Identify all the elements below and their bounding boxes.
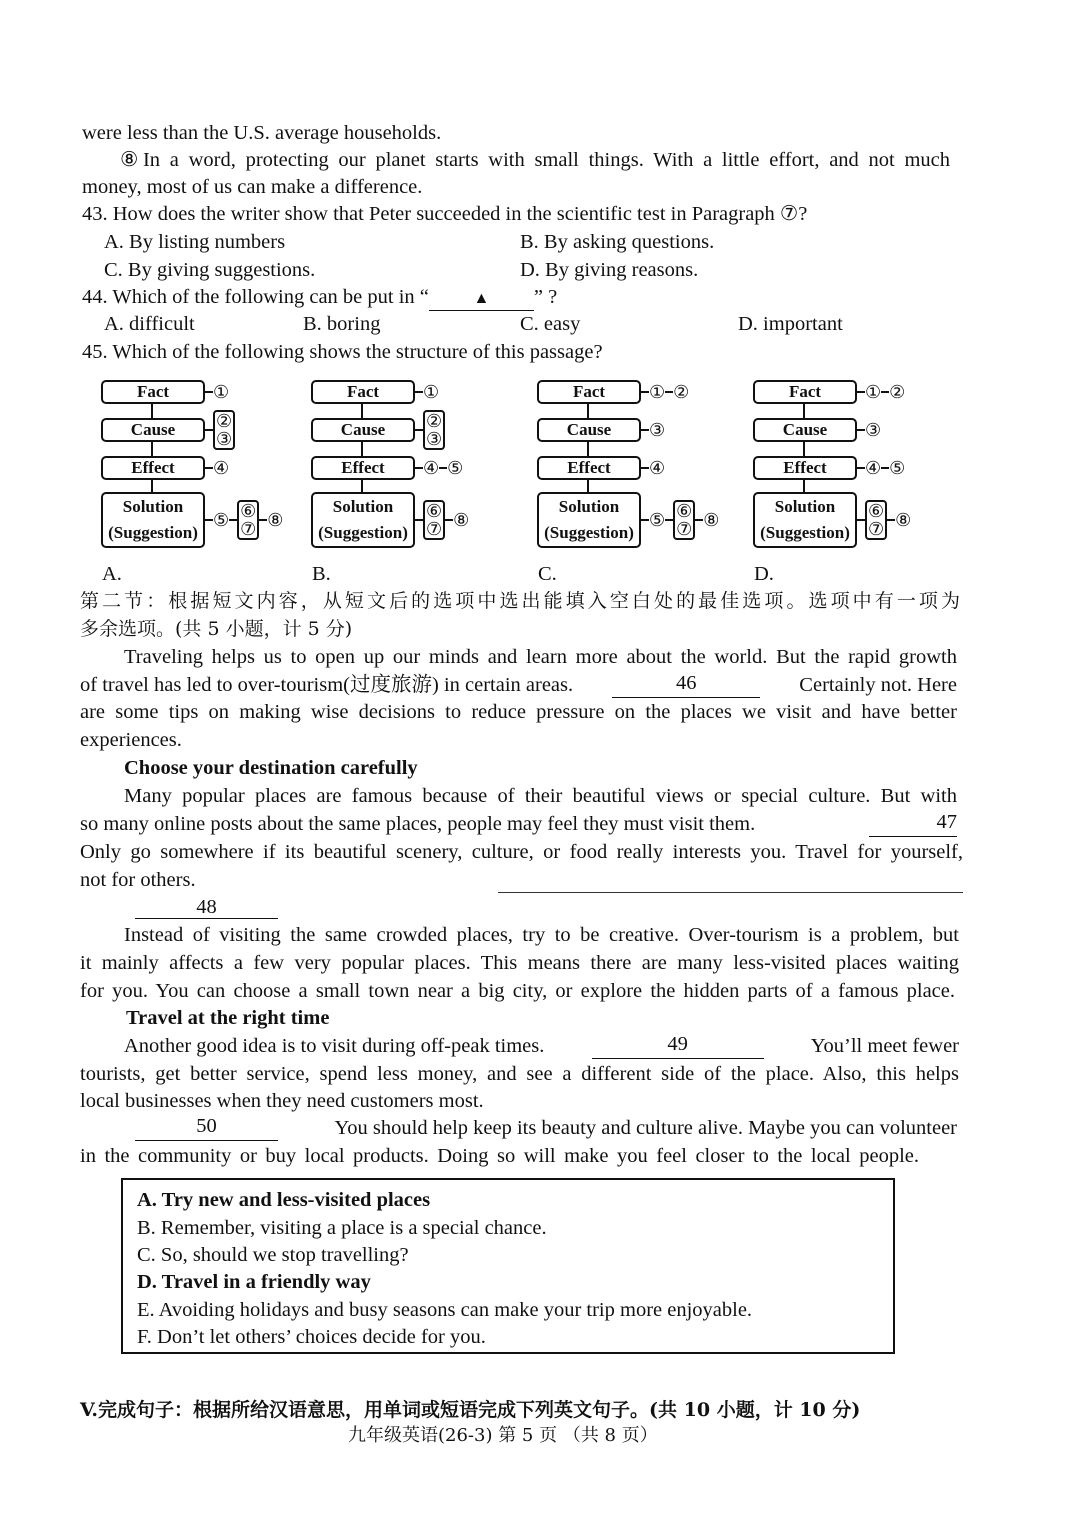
connector-line <box>857 519 865 521</box>
heading: Choose your destination carefully <box>124 757 418 779</box>
paragraph-number: ② <box>216 411 233 431</box>
passage-line: not for others. <box>80 869 196 891</box>
fact-paragraphs <box>641 380 689 404</box>
section-5-title: V.完成句子：根据所给汉语意思，用单词或短语完成下列英文句子。(共 10 小题，计 10 分) <box>80 1399 861 1421</box>
diagram-option-label: D. <box>754 563 774 585</box>
passage-line: Many popular places are famous because of their beautiful views or special culture. But with <box>124 785 957 807</box>
paragraph-number: ④ <box>865 457 882 478</box>
fact-paragraphs <box>857 380 905 404</box>
instructions: 多余选项。(共 5 小题，计 5 分) <box>80 618 353 640</box>
text: Certainly not. Here <box>799 674 957 696</box>
passage-line <box>135 1115 957 1141</box>
passage-line: Instead of visiting the same crowded places, try to be creative. Over-tourism is a problem, but <box>124 924 959 946</box>
arrow-down-icon <box>151 404 153 418</box>
paragraph-number: ⑥ <box>240 501 257 521</box>
fact-box: Fact <box>537 380 641 404</box>
solution-box <box>537 492 641 548</box>
solution-box <box>311 492 415 548</box>
paragraph-number: ⑤ <box>447 457 464 478</box>
box-label: (Suggestion) <box>544 523 634 542</box>
text: You should help keep its beauty and culture alive. Maybe you can volunteer <box>334 1117 957 1139</box>
connector-line <box>665 519 673 521</box>
connector-line <box>259 519 267 521</box>
fact-paragraphs <box>415 380 439 404</box>
question-stem <box>82 284 557 311</box>
question-stem: 45. Which of the following shows the structure of this passage? <box>82 341 603 363</box>
diagram-option-a <box>101 380 301 555</box>
passage-line: Traveling helps us to open up our minds and learn more about the world. But the rapid growth <box>124 646 957 668</box>
passage-line: were less than the U.S. average households. <box>82 122 442 144</box>
passage-line <box>124 1033 959 1059</box>
paragraph-number: ③ <box>865 419 882 440</box>
blank-46[interactable]: 46 <box>612 672 760 698</box>
paragraph-number: ⑧ <box>895 509 912 530</box>
cause-box: Cause <box>537 418 641 442</box>
solution-paragraphs <box>641 492 719 548</box>
diagram-option-d <box>753 380 953 555</box>
paragraph-number: ④ <box>213 457 230 478</box>
option-b: B. By asking questions. <box>520 231 715 253</box>
paragraph-number: ② <box>426 411 443 431</box>
option-b: B. boring <box>303 313 381 335</box>
page-footer: 九年级英语(26-3) 第 5 页 （共 8 页） <box>348 1425 658 1446</box>
arrow-down-icon <box>361 404 363 418</box>
connector-line <box>641 467 649 469</box>
paragraph-number: ① <box>649 381 666 402</box>
paragraph-number: ③ <box>649 419 666 440</box>
paragraph-group <box>673 500 695 540</box>
connector-line <box>881 467 889 469</box>
heading: Travel at the right time <box>126 1007 330 1029</box>
passage-line: Only go somewhere if its beautiful scenery, culture, or food really interests you. Travel for yourself, <box>80 841 963 863</box>
fact-box: Fact <box>101 380 205 404</box>
connector-line <box>857 391 865 393</box>
passage-line: experiences. <box>80 729 182 751</box>
effect-box: Effect <box>753 456 857 480</box>
diagram-option-c <box>537 380 737 555</box>
passage-line: are some tips on making wise decisions to reduce pressure on the places we visit and have better <box>80 701 957 723</box>
solution-paragraphs <box>857 492 911 548</box>
choice-f: F. Don’t let others’ choices decide for you. <box>137 1326 486 1348</box>
paragraph-number: ⑦ <box>868 519 885 539</box>
passage-line: tourists, get better service, spend less money, and see a different side of the place. Also, this helps <box>80 1063 959 1085</box>
diagram-option-label: A. <box>102 563 122 585</box>
effect-paragraphs <box>205 456 229 480</box>
effect-paragraphs <box>857 456 905 480</box>
solution-box <box>101 492 205 548</box>
arrow-down-icon <box>587 404 589 418</box>
passage-line <box>135 894 278 920</box>
connector-line <box>205 519 213 521</box>
stem-text: ” ? <box>533 286 558 308</box>
paragraph-number: ④ <box>423 457 440 478</box>
instructions: 第二节：根据短文内容，从短文后的选项中选出能填入空白处的最佳选项。选项中有一项为 <box>80 590 960 612</box>
paragraph-number: ⑤ <box>889 457 906 478</box>
arrow-down-icon <box>361 442 363 456</box>
stem-text: 44. Which of the following can be put in “ <box>82 286 429 308</box>
text: of travel has led to over-tourism(过度旅游) in certain areas. <box>80 674 574 696</box>
paragraph-number: ③ <box>216 429 233 449</box>
arrow-down-icon <box>361 480 363 492</box>
arrow-down-icon <box>587 480 589 492</box>
connector-line <box>857 467 865 469</box>
cause-paragraphs <box>857 418 881 442</box>
diagram-option-label: C. <box>538 563 557 585</box>
cause-paragraphs <box>641 418 665 442</box>
paragraph-number: ① <box>423 381 440 402</box>
paragraph-number: ⑤ <box>213 509 230 530</box>
connector-line <box>205 467 213 469</box>
cause-box: Cause <box>101 418 205 442</box>
connector-line <box>439 467 447 469</box>
blank-47[interactable]: 47 <box>869 811 957 837</box>
solution-box <box>753 492 857 548</box>
box-label: Solution <box>774 497 836 516</box>
connector-line <box>641 519 649 521</box>
choice-b: B. Remember, visiting a place is a special chance. <box>137 1217 547 1239</box>
connector-line <box>205 429 213 431</box>
paragraph-number: ⑥ <box>426 501 443 521</box>
blank-48[interactable]: 48 <box>135 896 278 919</box>
paragraph-number: ⑧ <box>267 509 284 530</box>
paragraph-number: ① <box>865 381 882 402</box>
connector-line <box>445 519 453 521</box>
choice-d: D. Travel in a friendly way <box>137 1271 371 1293</box>
cause-paragraphs <box>415 411 445 449</box>
arrow-down-icon <box>803 404 805 418</box>
box-label: (Suggestion) <box>760 523 850 542</box>
connector-line <box>415 467 423 469</box>
connector-line <box>857 429 865 431</box>
connector-line <box>415 391 423 393</box>
option-a: A. difficult <box>104 313 195 335</box>
paragraph-group <box>865 500 887 540</box>
fact-box: Fact <box>311 380 415 404</box>
cause-box: Cause <box>753 418 857 442</box>
paragraph-number: ⑧ <box>703 509 720 530</box>
paragraph-number: ⑦ <box>676 519 693 539</box>
text: so many online posts about the same places, people may feel they must visit them. <box>80 813 756 835</box>
blank-49[interactable]: 49 <box>592 1033 764 1059</box>
cause-paragraphs <box>205 411 235 449</box>
passage-line <box>80 672 957 698</box>
passage-line: ⑧In a word, protecting our planet starts with small things. With a little effort, and not much <box>120 149 950 171</box>
box-label: Solution <box>332 497 394 516</box>
arrow-down-icon <box>151 480 153 492</box>
passage-line: money, most of us can make a difference. <box>82 176 423 198</box>
text: You’ll meet fewer <box>810 1035 959 1057</box>
triangle-blank: ▲ <box>429 288 534 311</box>
choice-a: A. Try new and less-visited places <box>137 1189 431 1211</box>
connector-line <box>229 519 237 521</box>
paragraph-number: ⑥ <box>868 501 885 521</box>
cause-box: Cause <box>311 418 415 442</box>
connector-line <box>881 391 889 393</box>
effect-paragraphs <box>641 456 665 480</box>
box-label: (Suggestion) <box>318 523 408 542</box>
connector-line <box>415 519 423 521</box>
choice-e: E. Avoiding holidays and busy seasons can make your trip more enjoyable. <box>137 1299 753 1321</box>
arrow-down-icon <box>151 442 153 456</box>
effect-box: Effect <box>101 456 205 480</box>
choice-c: C. So, should we stop travelling? <box>137 1244 409 1266</box>
paragraph-group <box>237 500 259 540</box>
fact-box: Fact <box>753 380 857 404</box>
divider-line <box>498 892 963 893</box>
paragraph-number: ⑤ <box>649 509 666 530</box>
paragraph-number: ② <box>673 381 690 402</box>
option-d: D. important <box>738 313 843 335</box>
option-d: D. By giving reasons. <box>520 259 699 281</box>
box-label: (Suggestion) <box>108 523 198 542</box>
arrow-down-icon <box>803 442 805 456</box>
passage-line: it mainly affects a few very popular places. This means there are many less-visited places waiting <box>80 952 959 974</box>
fact-paragraphs <box>205 380 229 404</box>
question-stem: 43. How does the writer show that Peter succeeded in the scientific test in Paragraph ⑦? <box>82 203 808 225</box>
passage-line: for you. You can choose a small town near a big city, or explore the hidden parts of a famous place. <box>80 980 955 1002</box>
blank-50[interactable]: 50 <box>135 1115 278 1141</box>
arrow-down-icon <box>587 442 589 456</box>
paragraph-number: ⑦ <box>426 519 443 539</box>
effect-paragraphs <box>415 456 463 480</box>
box-label: Solution <box>558 497 620 516</box>
arrow-down-icon <box>803 480 805 492</box>
connector-line <box>641 429 649 431</box>
diagram-option-b <box>311 380 511 555</box>
text: Another good idea is to visit during off-peak times. <box>124 1035 545 1057</box>
connector-line <box>641 391 649 393</box>
paragraph-number: ① <box>213 381 230 402</box>
solution-paragraphs <box>415 492 469 548</box>
passage-line: in the community or buy local products. Doing so will make you feel closer to the local people. <box>80 1145 919 1167</box>
effect-box: Effect <box>537 456 641 480</box>
connector-line <box>887 519 895 521</box>
paragraph-number: ⑧ <box>453 509 470 530</box>
paragraph-number: ③ <box>426 429 443 449</box>
paragraph-group <box>213 410 235 450</box>
connector-line <box>205 391 213 393</box>
effect-box: Effect <box>311 456 415 480</box>
passage-line: local businesses when they need customers most. <box>80 1090 484 1112</box>
box-label: Solution <box>122 497 184 516</box>
diagram-option-label: B. <box>312 563 331 585</box>
option-a: A. By listing numbers <box>104 231 286 253</box>
passage-line <box>80 811 957 837</box>
connector-line <box>415 429 423 431</box>
paragraph-number: ② <box>889 381 906 402</box>
option-c: C. easy <box>520 313 581 335</box>
paragraph-number: ⑥ <box>676 501 693 521</box>
solution-paragraphs <box>205 492 283 548</box>
paragraph-number: ⑦ <box>240 519 257 539</box>
paragraph-number: ④ <box>649 457 666 478</box>
paragraph-group <box>423 500 445 540</box>
paragraph-group <box>423 410 445 450</box>
connector-line <box>665 391 673 393</box>
connector-line <box>695 519 703 521</box>
option-c: C. By giving suggestions. <box>104 259 316 281</box>
